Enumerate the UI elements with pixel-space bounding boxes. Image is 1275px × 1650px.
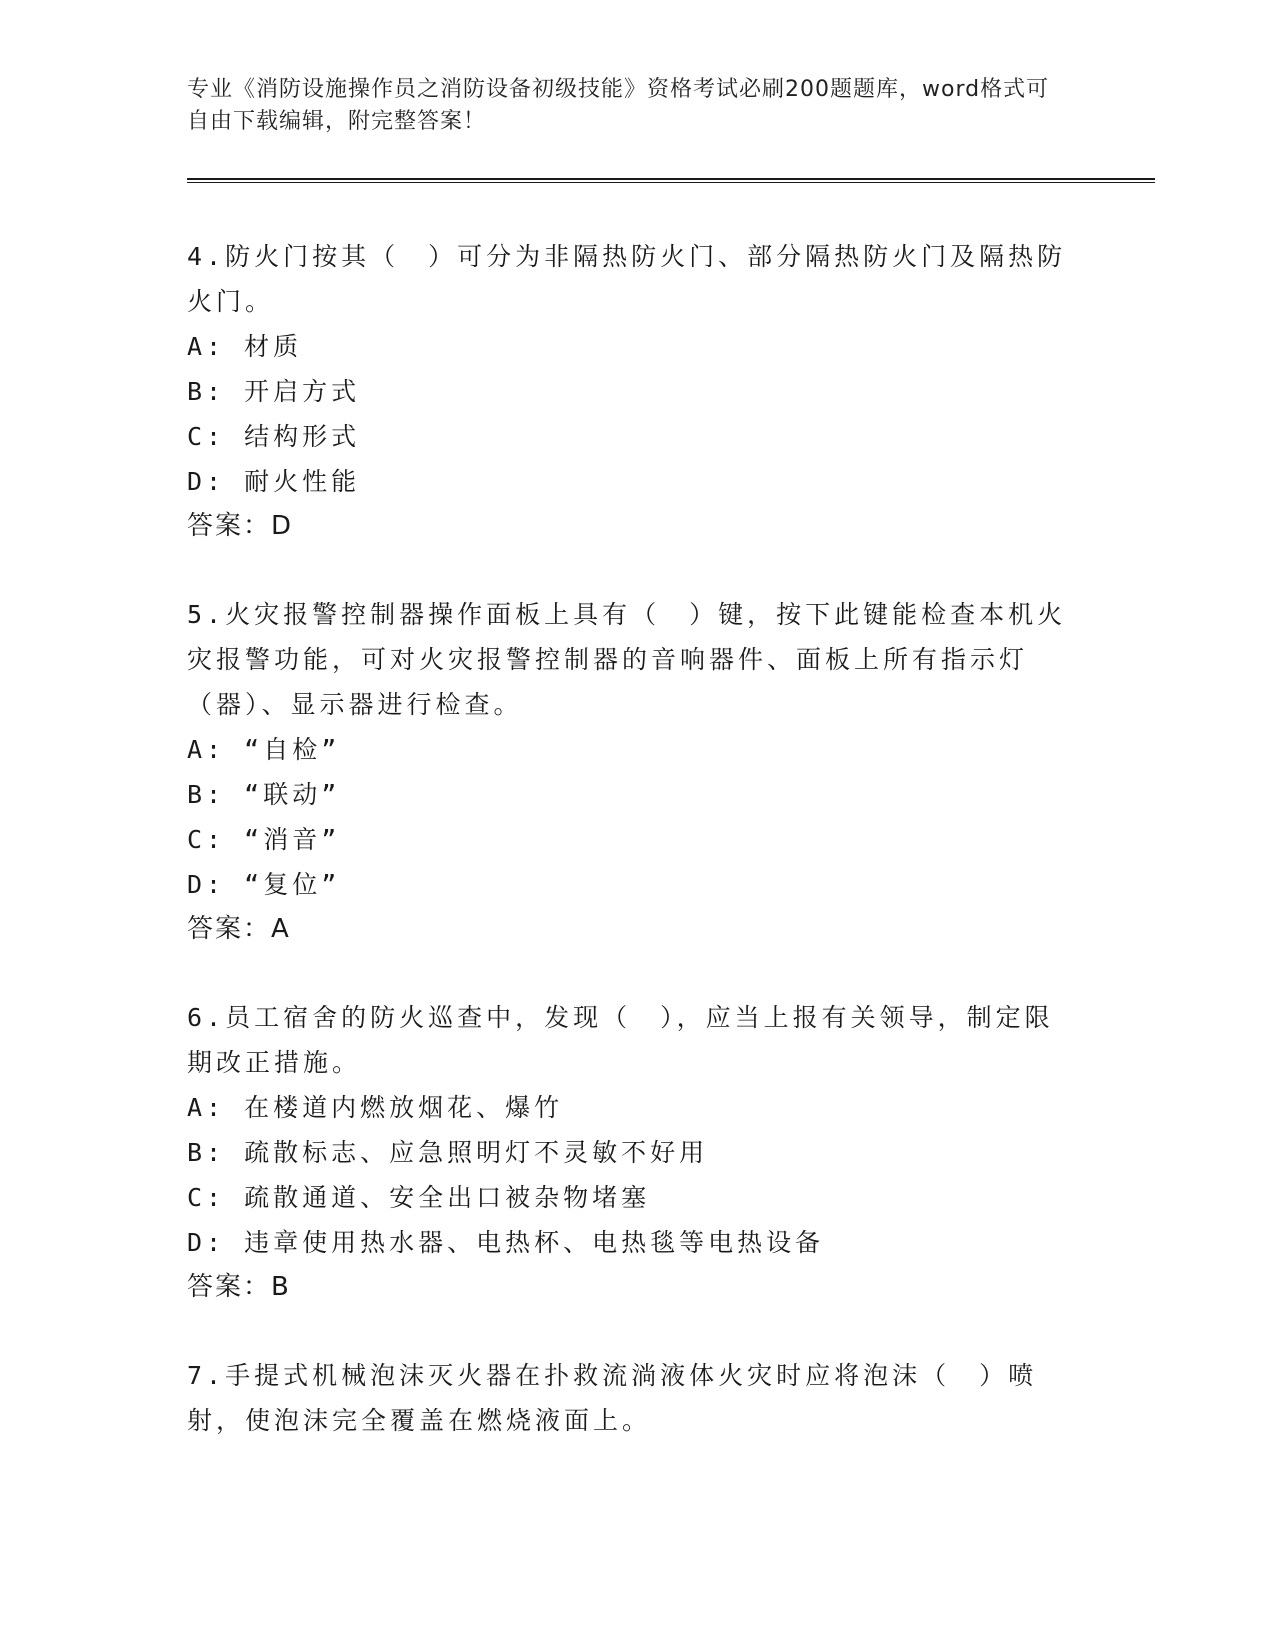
answer-line: 答案：D [187, 511, 294, 541]
header-divider [187, 178, 1155, 183]
option-b: B: 疏散标志、应急照明灯不灵敏不好用 [187, 1138, 709, 1167]
option-d: D: 耐火性能 [187, 467, 361, 496]
option-a: A: 材质 [187, 332, 303, 361]
question-4 [187, 234, 1067, 549]
option-b: B: 开启方式 [187, 377, 361, 406]
option-a: A: 在楼道内燃放烟花、爆竹 [187, 1093, 564, 1122]
option-c: C: 结构形式 [187, 422, 361, 451]
document-header [187, 74, 1067, 138]
question-5 [187, 592, 1067, 952]
option-c: C: “消音” [187, 825, 341, 854]
answer-line: 答案：A [187, 914, 291, 944]
option-c: C: 疏散通道、安全出口被杂物堵塞 [187, 1183, 651, 1212]
option-d: D: 违章使用热水器、电热杯、电热毯等电热设备 [187, 1228, 825, 1257]
divider-thick-line [187, 178, 1155, 180]
divider-thin-line [187, 182, 1155, 183]
question-stem: 7.手提式机械泡沫灭火器在扑救流淌液体火灾时应将泡沫（ ）喷射，使泡沫完全覆盖在燃烧液面上。 [187, 1361, 1038, 1435]
question-stem: 6.员工宿舍的防火巡查中，发现（ ），应当上报有关领导，制定限期改正措施。 [187, 1003, 1054, 1077]
question-stem: 5.火灾报警控制器操作面板上具有（ ）键，按下此键能检查本机火灾报警功能，可对火灾报警控制器的音响器件、面板上所有指示灯（器）、显示器进行检查。 [187, 600, 1067, 719]
option-a: A: “自检” [187, 735, 341, 764]
question-7 [187, 1353, 1067, 1443]
option-b: B: “联动” [187, 780, 341, 809]
question-6 [187, 995, 1067, 1310]
question-stem: 4.防火门按其（ ）可分为非隔热防火门、部分隔热防火门及隔热防火门。 [187, 242, 1067, 316]
question-list [187, 234, 1067, 1486]
option-d: D: “复位” [187, 870, 341, 899]
document-title: 专业《消防设施操作员之消防设备初级技能》资格考试必刷200题题库，word格式可自由下载编辑，附完整答案！ [187, 77, 1050, 134]
answer-line: 答案：B [187, 1272, 291, 1302]
